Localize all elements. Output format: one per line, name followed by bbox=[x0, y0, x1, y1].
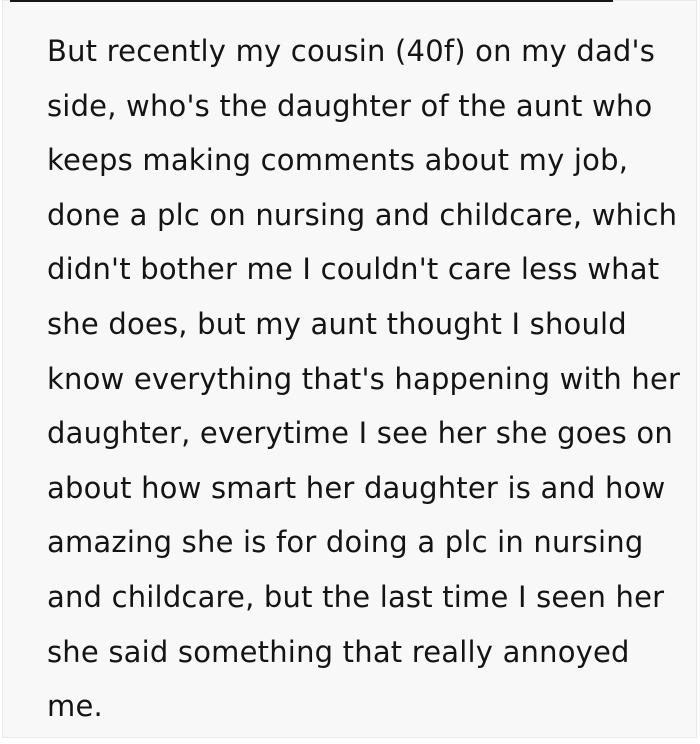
post-text-line: But recently my cousin (40f) on my dad's bbox=[47, 34, 656, 68]
post-text-line: and childcare, but the last time I seen her bbox=[47, 579, 665, 614]
post-text-block bbox=[47, 24, 681, 734]
post-text-line: didn't bother me I couldn't care less what bbox=[47, 252, 660, 287]
post-text-line: she said something that really annoyed bbox=[47, 634, 630, 669]
post-text-line: about how smart her daughter is and how bbox=[47, 470, 666, 505]
post-text-card bbox=[2, 0, 697, 738]
post-text-line: she does, but my aunt thought I should bbox=[47, 306, 627, 341]
post-text-line: know everything that's happening with her bbox=[47, 361, 681, 396]
post-text-line: amazing she is for doing a plc in nursing bbox=[47, 525, 644, 560]
post-text-line: me. bbox=[47, 689, 103, 724]
cropped-content-edge-line bbox=[10, 0, 613, 2]
post-text-line: keeps making comments about my job, bbox=[47, 143, 629, 178]
post-text-line: side, who's the daughter of the aunt who bbox=[47, 88, 653, 123]
post-text-line: daughter, everytime I see her she goes on bbox=[47, 416, 673, 451]
post-text-line: done a plc on nursing and childcare, which bbox=[47, 197, 678, 232]
